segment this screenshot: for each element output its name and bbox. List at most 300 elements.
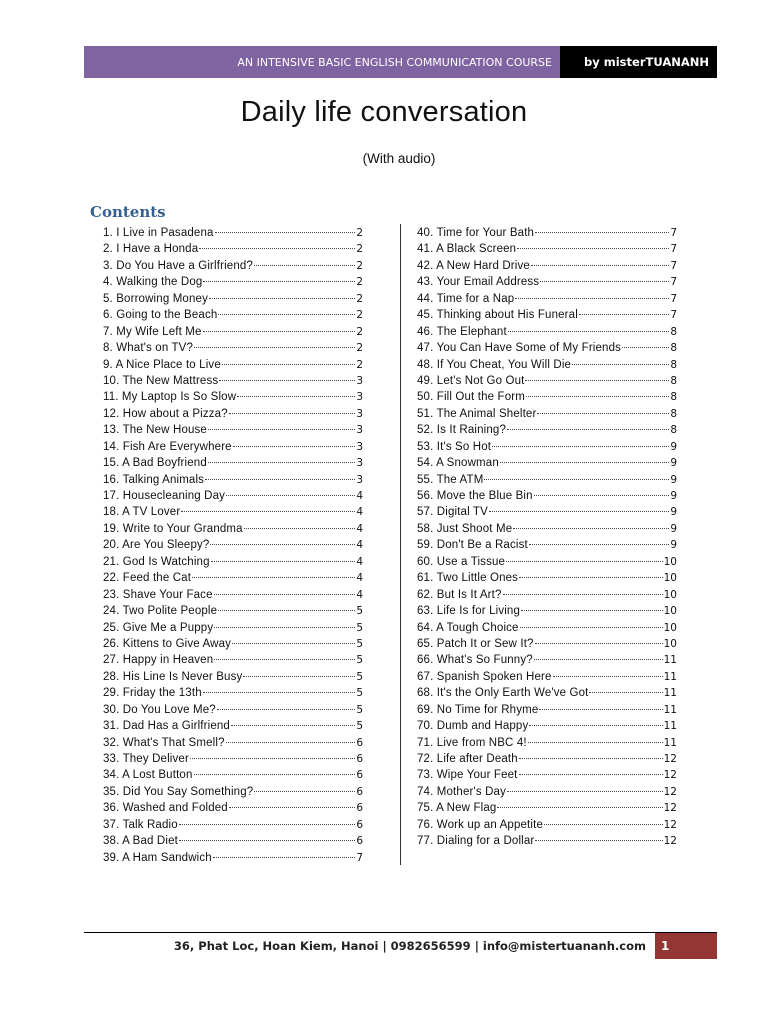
toc-entry-page: 8: [670, 391, 677, 404]
toc-entry-title: 18. A TV Lover: [103, 506, 181, 519]
toc-entry-page: 4: [356, 522, 363, 535]
toc-entry[interactable]: [417, 817, 677, 833]
toc-entry-page: 2: [356, 292, 363, 305]
toc-entry[interactable]: [103, 636, 363, 652]
toc-entry-title: 77. Dialing for a Dollar: [417, 835, 535, 848]
toc-entry-title: 11. My Laptop Is So Slow: [103, 391, 237, 404]
toc-dot-leader: [226, 742, 356, 743]
toc-entry-title: 54. A Snowman: [417, 457, 499, 470]
toc-entry-title: 73. Wipe Your Feet: [417, 769, 518, 782]
toc-dot-leader: [589, 692, 662, 693]
toc-entry-title: 15. A Bad Boyfriend: [103, 457, 207, 470]
toc-dot-leader: [537, 413, 669, 414]
toc-dot-leader: [218, 314, 355, 315]
toc-entry[interactable]: [103, 340, 363, 356]
toc-entry-title: 67. Spanish Spoken Here: [417, 670, 552, 683]
toc-entry-page: 4: [356, 555, 363, 568]
toc-dot-leader: [529, 725, 662, 726]
toc-dot-leader: [214, 627, 355, 628]
toc-dot-leader: [521, 610, 663, 611]
toc-dot-leader: [519, 774, 663, 775]
toc-entry-page: 12: [663, 818, 677, 831]
toc-entry-title: 41. A Black Screen: [417, 243, 517, 256]
toc-entry[interactable]: [103, 751, 363, 767]
toc-dot-leader: [506, 561, 663, 562]
toc-entry[interactable]: [417, 340, 677, 356]
toc-entry[interactable]: [417, 587, 677, 603]
toc-entry-page: 6: [356, 769, 363, 782]
toc-entry[interactable]: [417, 422, 677, 438]
toc-entry[interactable]: [417, 735, 677, 751]
toc-dot-leader: [526, 396, 669, 397]
toc-entry-title: 57. Digital TV: [417, 506, 488, 519]
toc-entry[interactable]: [417, 685, 677, 701]
toc-entry-page: 11: [663, 687, 677, 700]
toc-dot-leader: [529, 544, 669, 545]
toc-dot-leader: [192, 577, 355, 578]
toc-entry-title: 45. Thinking about His Funeral: [417, 309, 578, 322]
toc-entry-title: 5. Borrowing Money: [103, 292, 208, 305]
toc-entry-title: 33. They Deliver: [103, 753, 189, 765]
toc-entry[interactable]: [417, 620, 677, 636]
toc-dot-leader: [254, 265, 355, 266]
toc-dot-leader: [528, 742, 663, 743]
toc-entry-title: 26. Kittens to Give Away: [103, 637, 232, 650]
toc-entry-page: 7: [670, 276, 677, 289]
toc-dot-leader: [525, 380, 669, 381]
toc-entry-page: 6: [356, 753, 363, 765]
toc-entry-page: 9: [670, 490, 677, 502]
toc-entry[interactable]: [103, 324, 363, 340]
toc-dot-leader: [229, 807, 355, 808]
toc-entry-title: 12. How about a Pizza?: [103, 407, 228, 420]
toc-entry[interactable]: [417, 652, 677, 668]
toc-entry-title: 62. But Is It Art?: [417, 588, 502, 601]
toc-entry-title: 66. What's So Funny?: [417, 654, 533, 667]
toc-entry[interactable]: [417, 307, 677, 323]
toc-entry[interactable]: [103, 718, 363, 734]
toc-entry-page: 6: [356, 818, 363, 831]
toc-entry-page: 11: [663, 703, 677, 716]
toc-entry-page: 5: [356, 605, 363, 618]
toc-dot-leader: [579, 314, 669, 315]
toc-entry[interactable]: [417, 357, 677, 373]
toc-entry-title: 16. Talking Animals: [103, 473, 205, 486]
toc-dot-leader: [208, 462, 355, 463]
toc-column-right: [417, 225, 677, 850]
toc-entry-page: 2: [356, 309, 363, 322]
toc-entry-title: 31. Dad Has a Girlfriend: [103, 720, 230, 733]
toc-entry[interactable]: [103, 702, 363, 718]
toc-entry-page: 11: [663, 654, 677, 667]
toc-entry[interactable]: [103, 258, 363, 274]
toc-entry-title: 1. I Live in Pasadena: [103, 227, 214, 239]
toc-entry-page: 4: [356, 572, 363, 585]
toc-dot-leader: [500, 462, 669, 463]
toc-entry-page: 3: [356, 440, 363, 453]
toc-entry-page: 9: [670, 440, 677, 453]
toc-entry-page: 10: [663, 572, 677, 585]
toc-entry-page: 9: [670, 457, 677, 470]
toc-dot-leader: [622, 347, 669, 348]
toc-entry[interactable]: [103, 274, 363, 290]
toc-entry[interactable]: [103, 472, 363, 488]
toc-entry-title: 25. Give Me a Puppy: [103, 621, 214, 634]
toc-entry-page: 7: [670, 292, 677, 305]
toc-dot-leader: [254, 791, 355, 792]
toc-entry-title: 3. Do You Have a Girlfriend?: [103, 259, 253, 272]
toc-entry-title: 71. Live from NBC 4!: [417, 736, 527, 749]
toc-entry[interactable]: [103, 685, 363, 701]
toc-dot-leader: [507, 429, 669, 430]
toc-dot-leader: [222, 364, 355, 365]
toc-entry-page: 7: [670, 259, 677, 272]
toc-dot-leader: [208, 429, 355, 430]
toc-entry-page: 4: [356, 506, 363, 519]
toc-dot-leader: [492, 446, 669, 447]
toc-entry-page: 7: [670, 227, 677, 239]
toc-dot-leader: [513, 528, 669, 529]
toc-entry[interactable]: [103, 225, 363, 241]
toc-entry-page: 9: [670, 473, 677, 486]
toc-entry[interactable]: [103, 570, 363, 586]
toc-dot-leader: [497, 807, 662, 808]
toc-entry-title: 20. Are You Sleepy?: [103, 539, 210, 552]
toc-dot-leader: [205, 479, 355, 480]
toc-dot-leader: [179, 824, 356, 825]
toc-entry[interactable]: [103, 620, 363, 636]
toc-entry-page: 6: [356, 785, 363, 798]
toc-entry-page: 10: [663, 621, 677, 634]
toc-entry-title: 53. It's So Hot: [417, 440, 492, 453]
toc-entry-page: 6: [356, 802, 363, 815]
toc-entry-title: 29. Friday the 13th: [103, 687, 202, 700]
toc-entry-title: 47. You Can Have Some of My Friends: [417, 342, 622, 355]
toc-entry-title: 48. If You Cheat, You Will Die: [417, 358, 572, 371]
toc-entry-title: 36. Washed and Folded: [103, 802, 228, 815]
toc-entry-title: 24. Two Polite People: [103, 605, 218, 618]
toc-entry-title: 23. Shave Your Face: [103, 588, 213, 601]
toc-dot-leader: [226, 495, 355, 496]
toc-entry-page: 10: [663, 605, 677, 618]
toc-entry-title: 10. The New Mattress: [103, 374, 219, 387]
toc-entry-title: 58. Just Shoot Me: [417, 522, 513, 535]
toc-dot-leader: [520, 627, 663, 628]
toc-entry[interactable]: [103, 488, 363, 504]
page-header: [84, 46, 717, 78]
toc-entry-page: 6: [356, 736, 363, 749]
toc-entry[interactable]: [417, 521, 677, 537]
toc-dot-leader: [508, 331, 670, 332]
toc-entry[interactable]: [417, 718, 677, 734]
toc-entry-page: 10: [663, 637, 677, 650]
toc-entry[interactable]: [103, 833, 363, 849]
toc-dot-leader: [219, 380, 355, 381]
toc-entry-title: 60. Use a Tissue: [417, 555, 506, 568]
toc-dot-leader: [210, 544, 355, 545]
toc-entry-page: 3: [356, 457, 363, 470]
toc-entry-title: 74. Mother's Day: [417, 785, 506, 798]
toc-dot-leader: [519, 758, 663, 759]
toc-entry-title: 55. The ATM: [417, 473, 484, 486]
toc-dot-leader: [243, 676, 355, 677]
toc-entry[interactable]: [417, 784, 677, 800]
toc-entry[interactable]: [103, 817, 363, 833]
toc-entry[interactable]: [417, 274, 677, 290]
toc-entry-page: 11: [663, 720, 677, 733]
toc-entry[interactable]: [103, 389, 363, 405]
toc-dot-leader: [217, 709, 355, 710]
toc-entry[interactable]: [417, 488, 677, 504]
toc-entry-page: 10: [663, 555, 677, 568]
toc-entry[interactable]: [417, 554, 677, 570]
toc-entry-page: 7: [670, 243, 677, 256]
toc-dot-leader: [237, 396, 355, 397]
toc-entry-page: 4: [356, 539, 363, 552]
toc-entry-title: 17. Housecleaning Day: [103, 490, 226, 502]
toc-entry[interactable]: [103, 307, 363, 323]
toc-entry[interactable]: [417, 833, 677, 849]
toc-dot-leader: [190, 758, 355, 759]
toc-dot-leader: [540, 281, 669, 282]
toc-entry[interactable]: [103, 850, 363, 866]
toc-entry[interactable]: [417, 570, 677, 586]
toc-entry[interactable]: [417, 439, 677, 455]
toc-entry-page: 8: [670, 374, 677, 387]
toc-entry-page: 5: [356, 720, 363, 733]
toc-dot-leader: [517, 248, 669, 249]
toc-entry-title: 46. The Elephant: [417, 325, 507, 338]
toc-entry[interactable]: [417, 455, 677, 471]
toc-dot-leader: [535, 232, 669, 233]
toc-entry-page: 9: [670, 506, 677, 519]
toc-entry-page: 2: [356, 276, 363, 289]
toc-entry-page: 4: [356, 490, 363, 502]
toc-entry[interactable]: [417, 472, 677, 488]
toc-entry[interactable]: [417, 291, 677, 307]
toc-dot-leader: [531, 265, 669, 266]
toc-entry-title: 61. Two Little Ones: [417, 572, 519, 585]
toc-entry[interactable]: [417, 800, 677, 816]
toc-entry[interactable]: [103, 373, 363, 389]
toc-dot-leader: [209, 298, 355, 299]
toc-entry[interactable]: [103, 357, 363, 373]
toc-entry[interactable]: [103, 554, 363, 570]
toc-entry[interactable]: [417, 324, 677, 340]
toc-entry-page: 2: [356, 243, 363, 256]
toc-dot-leader: [534, 659, 663, 660]
toc-entry[interactable]: [103, 800, 363, 816]
toc-entry-page: 10: [663, 588, 677, 601]
contents-heading: Contents: [90, 203, 166, 221]
toc-entry[interactable]: [103, 735, 363, 751]
document-title: Daily life conversation: [240, 96, 528, 128]
toc-entry-title: 50. Fill Out the Form: [417, 391, 525, 404]
toc-entry-title: 19. Write to Your Grandma: [103, 522, 243, 535]
toc-dot-leader: [211, 561, 356, 562]
toc-entry-page: 12: [663, 835, 677, 848]
toc-entry-page: 2: [356, 342, 363, 355]
toc-entry[interactable]: [103, 587, 363, 603]
toc-entry-page: 3: [356, 391, 363, 404]
toc-dot-leader: [534, 495, 670, 496]
toc-dot-leader: [214, 594, 356, 595]
toc-entry-page: 5: [356, 703, 363, 716]
document-subtitle: (With audio): [362, 151, 436, 166]
toc-entry[interactable]: [417, 603, 677, 619]
toc-dot-leader: [572, 364, 669, 365]
toc-entry[interactable]: [103, 521, 363, 537]
toc-entry-title: 52. Is It Raining?: [417, 424, 507, 437]
toc-entry[interactable]: [417, 241, 677, 257]
toc-dot-leader: [213, 857, 355, 858]
toc-entry-page: 8: [670, 358, 677, 371]
page-number: 1: [655, 933, 717, 959]
toc-entry-title: 32. What's That Smell?: [103, 736, 225, 749]
toc-dot-leader: [229, 413, 356, 414]
toc-entry-page: 5: [356, 687, 363, 700]
toc-entry-title: 4. Walking the Dog: [103, 276, 203, 289]
toc-dot-leader: [515, 298, 669, 299]
toc-entry-title: 7. My Wife Left Me: [103, 325, 202, 338]
toc-entry-title: 69. No Time for Rhyme: [417, 703, 539, 716]
toc-dot-leader: [179, 840, 355, 841]
toc-entry-title: 40. Time for Your Bath: [417, 227, 535, 239]
footer-contact: 36, Phat Loc, Hoan Kiem, Hanoi | 0982656599 | info@mistertuananh.com: [173, 939, 646, 953]
toc-entry-title: 75. A New Flag: [417, 802, 497, 815]
toc-entry[interactable]: [417, 258, 677, 274]
toc-entry-title: 59. Don't Be a Racist: [417, 539, 528, 552]
toc-entry[interactable]: [103, 504, 363, 520]
toc-entry-title: 63. Life Is for Living: [417, 605, 521, 618]
toc-entry-title: 56. Move the Blue Bin: [417, 490, 533, 502]
toc-entry-page: 8: [670, 424, 677, 437]
toc-entry-title: 76. Work up an Appetite: [417, 818, 543, 831]
toc-entry-title: 6. Going to the Beach: [103, 309, 218, 322]
toc-entry[interactable]: [103, 422, 363, 438]
toc-entry-page: 9: [670, 522, 677, 535]
toc-entry-page: 4: [356, 588, 363, 601]
toc-entry-page: 8: [670, 325, 677, 338]
toc-entry-page: 6: [356, 835, 363, 848]
column-divider: [400, 224, 401, 865]
toc-dot-leader: [535, 643, 663, 644]
toc-entry-page: 12: [663, 785, 677, 798]
toc-entry-page: 3: [356, 473, 363, 486]
toc-entry-title: 49. Let's Not Go Out: [417, 374, 525, 387]
toc-dot-leader: [199, 248, 355, 249]
toc-entry[interactable]: [103, 241, 363, 257]
toc-dot-leader: [203, 331, 356, 332]
toc-entry-page: 12: [663, 802, 677, 815]
toc-entry-page: 5: [356, 637, 363, 650]
toc-dot-leader: [553, 676, 663, 677]
toc-entry-title: 30. Do You Love Me?: [103, 703, 216, 716]
toc-entry[interactable]: [103, 652, 363, 668]
toc-dot-leader: [214, 659, 355, 660]
toc-entry-title: 38. A Bad Diet: [103, 835, 178, 848]
toc-dot-leader: [539, 709, 662, 710]
toc-entry[interactable]: [103, 291, 363, 307]
toc-entry[interactable]: [103, 669, 363, 685]
toc-dot-leader: [231, 725, 355, 726]
toc-entry[interactable]: [103, 439, 363, 455]
toc-entry-title: 70. Dumb and Happy: [417, 720, 529, 733]
toc-entry[interactable]: [103, 603, 363, 619]
toc-entry-title: 28. His Line Is Never Busy: [103, 670, 243, 683]
toc-entry[interactable]: [417, 669, 677, 685]
toc-entry-title: 72. Life after Death: [417, 753, 518, 765]
toc-entry-title: 43. Your Email Address: [417, 276, 540, 289]
toc-entry-title: 65. Patch It or Sew It?: [417, 637, 534, 650]
toc-dot-leader: [194, 347, 355, 348]
toc-entry-title: 68. It's the Only Earth We've Got: [417, 687, 589, 700]
toc-entry-page: 5: [356, 654, 363, 667]
toc-entry-title: 37. Talk Radio: [103, 818, 178, 831]
toc-entry[interactable]: [417, 751, 677, 767]
toc-entry-page: 9: [670, 539, 677, 552]
toc-entry-page: 8: [670, 342, 677, 355]
toc-entry[interactable]: [417, 373, 677, 389]
toc-entry-page: 8: [670, 407, 677, 420]
toc-dot-leader: [232, 643, 355, 644]
toc-entry-title: 64. A Tough Choice: [417, 621, 519, 634]
toc-entry-page: 5: [356, 621, 363, 634]
toc-entry[interactable]: [417, 767, 677, 783]
toc-entry[interactable]: [103, 406, 363, 422]
toc-entry[interactable]: [417, 636, 677, 652]
toc-entry-title: 9. A Nice Place to Live: [103, 358, 221, 371]
toc-dot-leader: [503, 594, 663, 595]
toc-entry-page: 11: [663, 670, 677, 683]
toc-dot-leader: [535, 840, 662, 841]
toc-entry-title: 8. What's on TV?: [103, 342, 194, 355]
toc-dot-leader: [519, 577, 663, 578]
toc-dot-leader: [507, 791, 663, 792]
toc-entry[interactable]: [417, 406, 677, 422]
toc-entry[interactable]: [417, 389, 677, 405]
toc-dot-leader: [194, 774, 356, 775]
toc-entry-page: 5: [356, 670, 363, 683]
toc-entry-page: 11: [663, 736, 677, 749]
toc-entry[interactable]: [417, 702, 677, 718]
toc-entry[interactable]: [417, 504, 677, 520]
toc-entry-title: 42. A New Hard Drive: [417, 259, 530, 272]
toc-dot-leader: [181, 511, 355, 512]
toc-entry[interactable]: [103, 537, 363, 553]
toc-entry[interactable]: [103, 455, 363, 471]
toc-entry[interactable]: [103, 767, 363, 783]
toc-entry-page: 2: [356, 358, 363, 371]
toc-entry[interactable]: [417, 225, 677, 241]
toc-entry[interactable]: [417, 537, 677, 553]
toc-column-left: [103, 225, 363, 866]
toc-entry-page: 2: [356, 325, 363, 338]
toc-entry-page: 12: [663, 769, 677, 782]
toc-entry-page: 7: [356, 851, 363, 864]
toc-entry-title: 34. A Lost Button: [103, 769, 193, 782]
toc-dot-leader: [484, 479, 669, 480]
author-label: by misterTUANANH: [560, 46, 717, 78]
toc-dot-leader: [215, 232, 356, 233]
toc-entry-page: 2: [356, 227, 363, 239]
toc-dot-leader: [244, 528, 356, 529]
toc-entry[interactable]: [103, 784, 363, 800]
toc-entry-page: 3: [356, 424, 363, 437]
toc-dot-leader: [203, 692, 356, 693]
toc-entry-title: 22. Feed the Cat: [103, 572, 192, 585]
toc-dot-leader: [233, 446, 356, 447]
